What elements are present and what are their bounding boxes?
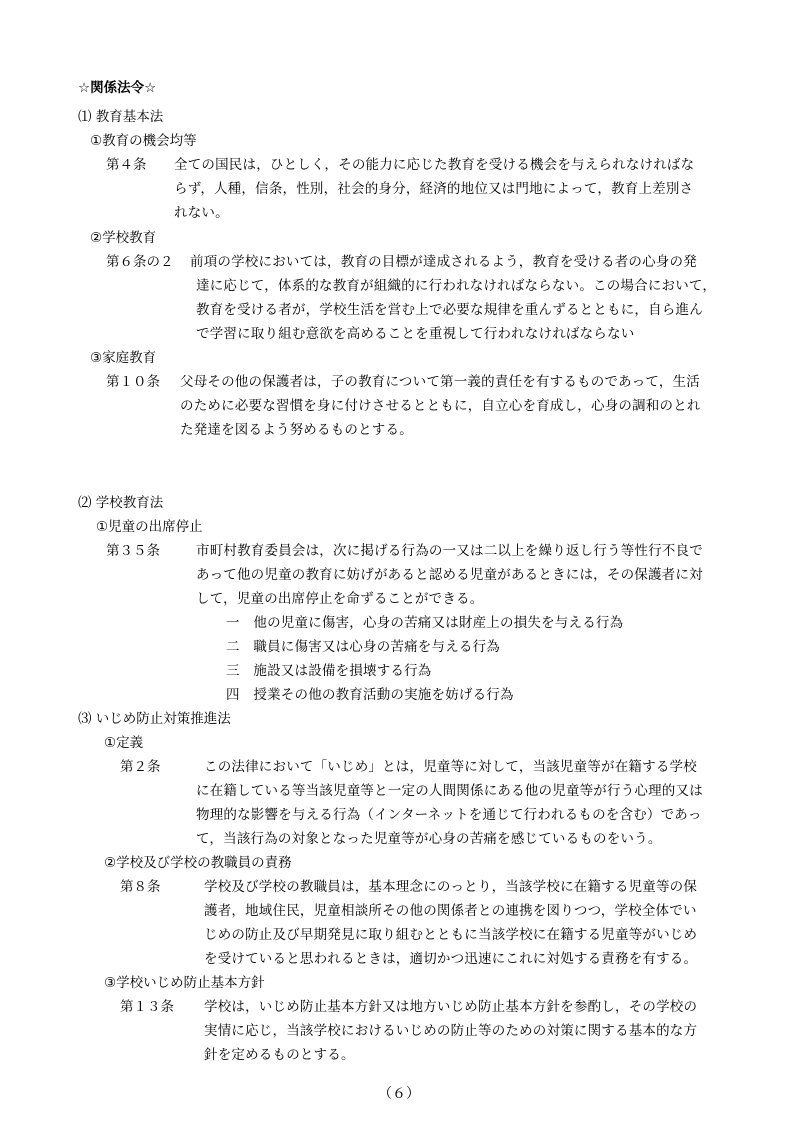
article-number: 第８条	[120, 879, 161, 895]
article-text-line: 達に応じて，体系的な教育が組織的に行われなければならない。この場合において，	[196, 278, 717, 294]
article-text-line: じめの防止及び早期発見に取り組むとともに当該学校に在籍する児童等がいじめ	[204, 927, 698, 943]
subsection-label-definition: ①定義	[104, 735, 144, 751]
article-text-line: に在籍している等当該児童等と一定の人間関係にある他の児童等が行う心理的又は	[196, 783, 703, 799]
subsection-label-suspension: ①児童の出席停止	[96, 519, 203, 535]
article-text-line: 教育を受ける者が，学校生活を営む上で必要な規律を重んずるとともに，自ら進ん	[196, 302, 703, 318]
article-text-line: た発達を図るよう努めるものとする。	[180, 422, 413, 438]
list-item: 二 職員に傷害又は心身の苦痛を与える行為	[226, 639, 500, 655]
list-item: 三 施設又は設備を損壊する行為	[226, 663, 432, 679]
article-text-line: して，児童の出席停止を命ずることができる。	[196, 591, 484, 607]
article-text-line: 市町村教育委員会は，次に掲げる行為の一又は二以上を繰り返し行う等性行不良で	[196, 543, 703, 559]
article-text-line: 全ての国民は，ひとしく，その能力に応じた教育を受ける機会を与えられなければな	[174, 157, 695, 173]
article-text-line: あって他の児童の教育に妨げがあると認める児童があるときには，その保護者に対	[196, 567, 703, 583]
article-text-line: 物理的な影響を与える行為（インターネットを通じて行われるものを含む）であっ	[196, 807, 702, 823]
article-number: 第６条の２	[106, 254, 174, 270]
article-text-line: らず，人種，信条，性別，社会的身分，経済的地位又は門地によって，教育上差別さ	[174, 181, 694, 197]
article-number: 第３５条	[106, 543, 160, 559]
article-text-line: 学校は，いじめ防止基本方針又は地方いじめ防止基本方針を参酌し，その学校の	[204, 999, 698, 1015]
article-number: 第２条	[120, 759, 161, 775]
page-number: （６）	[378, 1086, 420, 1102]
article-text-line: 父母その他の保護者は，子の教育について第一義的責任を有するものであって，生活	[180, 374, 700, 390]
list-item: 一 他の児童に傷害，心身の苦痛又は財産上の損失を与える行為	[226, 615, 624, 631]
subsection-label-school-policy: ③学校いじめ防止基本方針	[104, 975, 265, 991]
article-text-line: で学習に取り組む意欲を高めることを重視して行われなければならない	[196, 326, 635, 342]
section-title-school-education-act: ⑵ 学校教育法	[78, 495, 164, 511]
article-text-line: この法律において「いじめ」とは，児童等に対して，当該児童等が在籍する学校	[204, 759, 697, 775]
article-number: 第１０条	[106, 374, 160, 390]
article-number: 第１３条	[120, 999, 174, 1015]
section-title-basic-act: ⑴ 教育基本法	[78, 109, 164, 125]
article-text-line: 実情に応じ，当該学校におけるいじめの防止等のための対策に関する基本的な方	[204, 1023, 698, 1039]
subsection-label-school-education: ②学校教育	[90, 230, 157, 246]
article-text-line: 針を定めるものとする。	[204, 1047, 355, 1063]
page-heading: ☆関係法令☆	[78, 80, 157, 96]
subsection-label-school-duties: ②学校及び学校の教職員の責務	[104, 855, 292, 871]
subsection-label-equal-opportunity: ①教育の機会均等	[90, 133, 197, 149]
article-text-line: を受けていると思われるときは，適切かつ迅速にこれに対処する責務を有する。	[204, 951, 698, 967]
section-title-bullying-act: ⑶ いじめ防止対策推進法	[78, 711, 231, 727]
article-text-line: れない。	[174, 205, 229, 221]
article-text-line: て，当該行為の対象となった児童等が心身の苦痛を感じているものをいう。	[196, 831, 662, 847]
list-item: 四 授業その他の教育活動の実施を妨げる行為	[226, 687, 514, 703]
subsection-label-home-education: ③家庭教育	[90, 350, 157, 366]
article-text-line: 前項の学校においては，教育の目標が達成されるよう，教育を受ける者の心身の発	[190, 254, 697, 270]
article-text-line: 学校及び学校の教職員は，基本理念にのっとり，当該学校に在籍する児童等の保	[204, 879, 698, 895]
article-text-line: 護者，地域住民，児童相談所その他の関係者との連携を図りつつ，学校全体でい	[204, 903, 697, 919]
article-number: 第４条	[106, 157, 147, 173]
article-text-line: のために必要な習慣を身に付けさせるとともに，自立心を育成し，心身の調和のとれ	[180, 398, 701, 414]
